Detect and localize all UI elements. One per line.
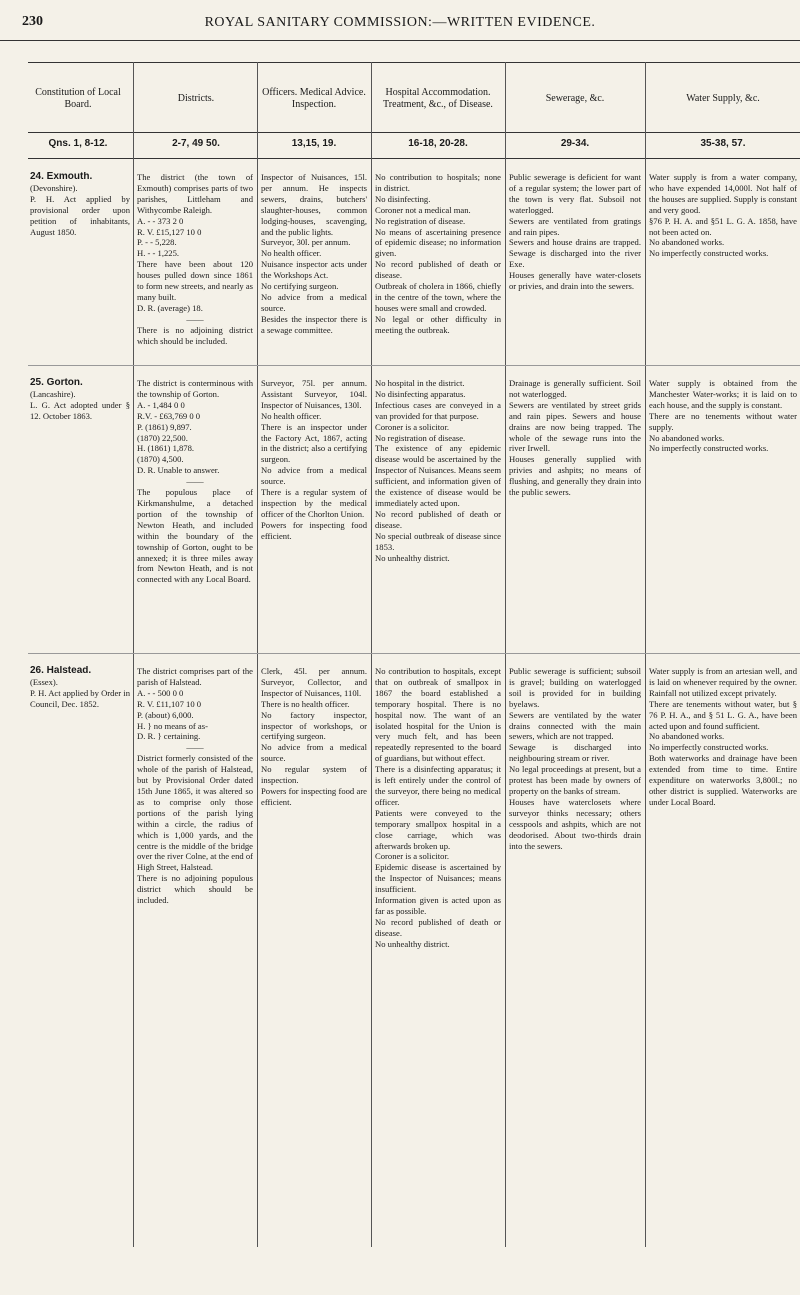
cell-line: Patients were conveyed to the temporary smallpox hospital in a close carriage, which was afterwards broken up. — [375, 807, 501, 851]
col-refs-water: 35-38, 57. — [700, 138, 746, 149]
cell-line: P. (1861) 9,897. — [137, 421, 192, 432]
cell-line: No advice from a medical source. — [261, 291, 367, 313]
cell-line: H. - - 1,225. — [137, 248, 180, 259]
table-cell-officers — [261, 378, 367, 648]
cell-line: Information given is acted upon as far as possible. — [375, 895, 501, 916]
cell-line: No contribution to hospitals; none in district. — [375, 172, 501, 193]
column-divider — [505, 62, 506, 1247]
table-cell-board — [30, 378, 130, 648]
cell-line: No factory inspector, inspector of workshops, or certifying surgeon. — [261, 709, 367, 742]
table-top-rule — [28, 62, 800, 63]
column-divider — [645, 62, 646, 1247]
cell-line: No certifying surgeon. — [261, 281, 339, 292]
cell-line: No imperfectly constructed works. — [649, 248, 769, 259]
cell-line: Clerk, 45l. per annum. Surveyor, Collector, and Inspector of Nuisances, 110l. — [261, 666, 367, 698]
cell-line: Outbreak of cholera in 1866, chiefly in the centre of the town, where the houses were small and crowded. — [375, 281, 501, 313]
cell-line: Nuisance inspector acts under the Workshops Act. — [261, 259, 367, 281]
column-divider — [371, 62, 372, 1247]
cell-line: Water supply is from an artesian well, and is laid on whenever required by the owner. Rainfall not utilized except privately. — [649, 666, 797, 698]
cell-line: D. R. Unable to answer. — [137, 465, 220, 476]
cell-line: Drainage is generally sufficient. Soil not waterlogged. — [509, 378, 641, 399]
cell-line: Powers for inspecting food are efficient. — [261, 785, 367, 807]
board-number: 24. Exmouth. — [30, 172, 93, 182]
cell-line: No hospital in the district. — [375, 378, 465, 388]
cell-line: R. V. £11,107 10 0 — [137, 698, 202, 709]
cell-line: No unhealthy district. — [375, 938, 450, 949]
col-refs-hospital: 16-18, 20-28. — [408, 138, 468, 149]
cell-line: No record published of death or disease. — [375, 916, 501, 938]
cell-line: No abandoned works. — [649, 432, 725, 443]
header-rule — [0, 40, 800, 41]
cell-line: Surveyor, 75l. per annum. Assistant Surveyor, 104l. Inspector of Nuisances, 130l. — [261, 378, 367, 410]
col-refs-board: Qns. 1, 8-12. — [48, 138, 108, 149]
cell-line: There is no health officer. — [261, 698, 350, 709]
table-cell-water — [649, 172, 797, 360]
cell-line: The populous place of Kirkmanshulme, a detached portion of the township of Newton Heath, and included within the boundary of the township of Gorton, ought to be annexed; it is three miles away from Newton Heath, and is not connected with any Local Board. — [137, 487, 253, 585]
cell-line: No unhealthy district. — [375, 552, 450, 563]
header-bottom-rule — [28, 132, 800, 133]
cell-line: P. (about) 6,000. — [137, 709, 194, 720]
cell-line: (Devonshire). — [30, 182, 78, 193]
cell-line: P. H. Act applied by provisional order upon petition of inhabitants, August 1850. — [30, 193, 130, 237]
cell-line: Besides the inspector there is a sewage committee. — [261, 313, 367, 335]
col-header-sewerage: Sewerage, &c. — [545, 93, 605, 104]
column-divider — [133, 62, 134, 1247]
board-number: 25. Gorton. — [30, 378, 83, 388]
table-cell-hospital — [375, 666, 501, 1244]
table-cell-board — [30, 666, 130, 1244]
cell-line: Sewers are ventilated by street grids and rain pipes. Sewers and house drains are now being trapped. The whole of the sewage runs into the river Irwell. — [509, 399, 641, 454]
cell-line: No advice from a medical source. — [261, 465, 367, 487]
cell-line: No means of ascertaining presence of epidemic disease; no information given. — [375, 226, 501, 259]
col-header-water: Water Supply, &c. — [686, 93, 760, 104]
cell-line: (Lancashire). — [30, 388, 76, 399]
col-refs-sewerage: 29-34. — [560, 138, 590, 149]
table-cell-officers — [261, 666, 367, 1244]
cell-line: The district (the town of Exmouth) comprises parts of two parishes, Littleham and Withycombe Raleigh. — [137, 172, 253, 215]
cell-line: The existence of any epidemic disease would be ascertained by the Inspector of Nuisances. Means seem sufficient, and information given of the existence of disease would be immediately acted upon. — [375, 443, 501, 508]
cell-line: The district comprises part of the parish of Halstead. — [137, 666, 253, 687]
cell-line: —— — [186, 313, 204, 324]
cell-line: No abandoned works. — [649, 731, 725, 742]
table-cell-water — [649, 378, 797, 648]
cell-line: Infectious cases are conveyed in a van provided for that purpose. — [375, 399, 501, 421]
cell-line: There is no adjoining district which should be included. — [137, 324, 253, 346]
row-divider — [28, 365, 800, 366]
cell-line: No disinfecting. — [375, 193, 431, 204]
cell-line: (Essex). — [30, 676, 58, 687]
cell-line: No advice from a medical source. — [261, 742, 367, 764]
cell-line: §76 P. H. A. and §51 L. G. A. 1858, have not been acted on. — [649, 215, 797, 237]
board-number: 26. Halstead. — [30, 666, 92, 676]
cell-line: No contribution to hospitals, except that on outbreak of smallpox in 1867 the board established a temporary hospital. There is no hospital now. The want of an isolated hospital for the Union is very much felt, and has been repeatedly represented to the board of guardians, but without effect. — [375, 666, 501, 764]
cell-line: D. R. } certaining. — [137, 731, 201, 742]
table-cell-hospital — [375, 378, 501, 648]
cell-line: R.V. - £63,769 0 0 — [137, 410, 201, 421]
cell-line: The district is conterminous with the township of Gorton. — [137, 378, 253, 399]
table-cell-water — [649, 666, 797, 1244]
cell-line: Inspector of Nuisances, 15l. per annum. He inspects sewers, drains, butchers' slaughter-houses, common lodging-houses, scavenging, and the public lights. — [261, 172, 367, 237]
table-cell-sewerage — [509, 666, 641, 1244]
cell-line: Coroner not a medical man. — [375, 204, 471, 215]
cell-line: No abandoned works. — [649, 237, 725, 248]
table-cell-sewerage — [509, 172, 641, 360]
cell-line: No special outbreak of disease since 1853. — [375, 530, 501, 552]
cell-line: Sewers are ventilated from gratings and rain pipes. — [509, 215, 641, 237]
cell-line: No health officer. — [261, 248, 322, 259]
cell-line: Water supply is from a water company, who have expended 14,000l. Not half of the houses are supplied. Supply is constant and very good. — [649, 172, 797, 215]
cell-line: There are no tenements without water supply. — [649, 410, 797, 432]
cell-line: There is a disinfecting apparatus; it is left entirely under the control of the surveyor, there being no medical officer. — [375, 764, 501, 807]
page-header — [0, 10, 800, 38]
cell-line: There have been about 120 houses pulled down since 1861 to form new streets, and nearly as many built. — [137, 259, 253, 302]
col-header-officers: Officers. Medical Advice. Inspection. — [262, 87, 366, 110]
col-refs-officers: 13,15, 19. — [291, 138, 337, 149]
cell-line: Houses generally have water-closets or privies, and drain into the sewers. — [509, 270, 641, 292]
cell-line: There is an inspector under the Factory Act, 1867, acting in the district; also a certifying surgeon. — [261, 421, 367, 465]
table-cell-sewerage — [509, 378, 641, 648]
cell-line: Houses generally supplied with privies and ashpits; no means of flushing, and generally they drain into the public sewers. — [509, 454, 641, 498]
cell-line: P. H. Act applied by Order in Council, Dec. 1852. — [30, 687, 130, 709]
cell-line: —— — [186, 476, 204, 487]
cell-line: No health officer. — [261, 410, 322, 421]
cell-line: (1870) 22,500. — [137, 432, 188, 443]
cell-line: Powers for inspecting food efficient. — [261, 519, 367, 541]
table-cell-district — [137, 666, 253, 1244]
cell-line: D. R. (average) 18. — [137, 302, 203, 313]
cell-line: No record published of death or disease. — [375, 259, 501, 281]
cell-line: Sewers are ventilated by the water drains connected with the main sewers, which are not trapped. — [509, 709, 641, 742]
cell-line: Coroner is a solicitor. — [375, 851, 449, 862]
cell-line: District formerly consisted of the whole of the parish of Halstead, but by Provisional Order dated 15th June 1865, it was altered so as to comprise only those portions of the parish lying within a circle, the radius of which is 1,000 yards, and the centre is the middle of the bridge over the river Colne, at the end of High Street, Halstead. — [137, 753, 253, 873]
cell-line: H. } no means of as- — [137, 720, 208, 731]
cell-line: —— — [186, 742, 204, 753]
cell-line: Coroner is a solicitor. — [375, 421, 449, 432]
cell-line: There is a regular system of inspection by the medical officer of the Chorlton Union. — [261, 487, 367, 519]
cell-line: (1870) 4,500. — [137, 454, 184, 465]
cell-line: P. - - 5,228. — [137, 237, 177, 248]
cell-line: There is no adjoining populous district which should be included. — [137, 873, 253, 906]
page-number: 230 — [22, 14, 43, 29]
col-header-hospital: Hospital Accommodation. Treatment, &c., of Disease. — [383, 87, 493, 110]
col-header-districts: Districts. — [177, 93, 215, 104]
cell-line: Houses have waterclosets where surveyor thinks necessary; others cesspools and ashpits, which are not deodorised. About two-thirds drain into the sewers. — [509, 796, 641, 851]
cell-line: H. (1861) 1,878. — [137, 443, 195, 454]
column-divider — [257, 62, 258, 1247]
cell-line: R. V. £15,127 10 0 — [137, 226, 202, 237]
cell-line: No record published of death or disease. — [375, 508, 501, 530]
table-cell-officers — [261, 172, 367, 360]
cell-line: Public sewerage is deficient for want of a regular system; the lower part of the town is very flat. Subsoil not waterlogged. — [509, 172, 641, 215]
cell-line: Both waterworks and drainage have been extended from time to time. Entire expenditure on waterworks 3,800l.; no other district is supplied. Waterworks are under Local Board. — [649, 753, 797, 807]
cell-line: Epidemic disease is ascertained by the Inspector of Nuisances; means insufficient. — [375, 862, 501, 895]
cell-line: A. - - 500 0 0 — [137, 687, 184, 698]
cell-line: There are tenements without water, but § 76 P. H. A., and § 51 L. G. A., have been acted upon and found sufficient. — [649, 698, 797, 731]
cell-line: Sewage is discharged into neighbouring stream or river. — [509, 742, 641, 764]
table-cell-hospital — [375, 172, 501, 360]
cell-line: No imperfectly constructed works. — [649, 443, 769, 454]
refs-bottom-rule — [28, 158, 800, 159]
cell-line: No legal or other difficulty in meeting the outbreak. — [375, 313, 501, 335]
cell-line: No disinfecting apparatus. — [375, 388, 466, 399]
cell-line: Water supply is obtained from the Manchester Water-works; it is laid on to each house, and the supply is constant. — [649, 378, 797, 410]
cell-line: No imperfectly constructed works. — [649, 742, 769, 753]
cell-line: Sewers and house drains are trapped. Sewage is discharged into the river Exe. — [509, 237, 641, 270]
row-divider — [28, 653, 800, 654]
cell-line: A. - - 373 2 0 — [137, 215, 184, 226]
running-title: ROYAL SANITARY COMMISSION:—WRITTEN EVIDENCE. — [204, 15, 596, 30]
cell-line: Public sewerage is sufficient; subsoil is gravel; building on waterlogged soil is provided for in building byelaws. — [509, 666, 641, 709]
table-cell-district — [137, 378, 253, 648]
cell-line: No legal proceedings at present, but a protest has been made by owners of property on the banks of stream. — [509, 764, 641, 796]
cell-line: No registration of disease. — [375, 432, 466, 443]
cell-line: No registration of disease. — [375, 215, 466, 226]
cell-line: L. G. Act adopted under § 12. October 1863. — [30, 399, 130, 421]
table-cell-district — [137, 172, 253, 360]
col-header-board: Constitution of Local Board. — [35, 87, 121, 110]
cell-line: A. - 1,484 0 0 — [137, 399, 185, 410]
col-refs-districts: 2-7, 49 50. — [172, 138, 220, 149]
cell-line: Surveyor, 30l. per annum. — [261, 237, 351, 248]
table-cell-board — [30, 172, 130, 360]
cell-line: No regular system of inspection. — [261, 764, 367, 786]
